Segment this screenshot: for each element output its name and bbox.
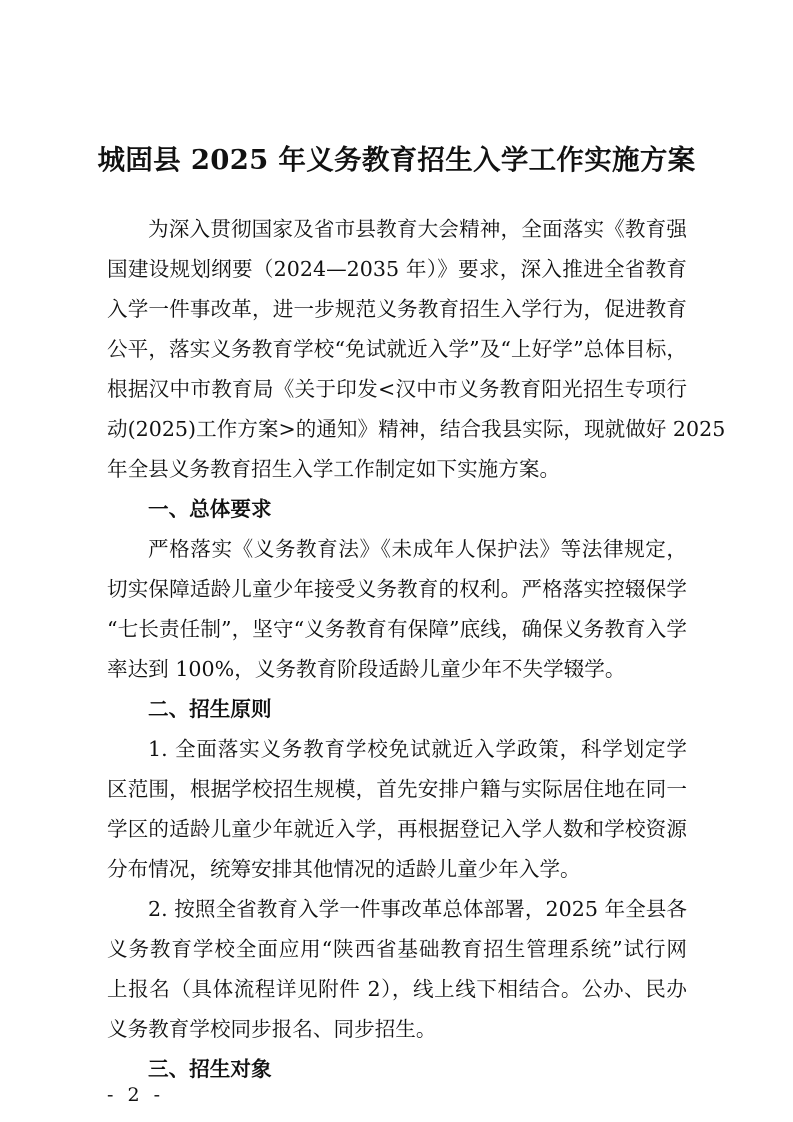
section2-item1-line-4: 分布情况，统筹安排其他情况的适龄儿童少年入学。 — [107, 857, 581, 881]
section1-line-3: “七长责任制”，坚守“义务教育有保障”底线，确保义务教育入学 — [107, 617, 687, 641]
section2-item2-line-2: 义务教育学校全面应用“陕西省基础教育招生管理系统”试行网 — [107, 937, 687, 961]
section3-heading: 三、招生对象 — [148, 1057, 272, 1081]
intro-line-5: 根据汉中市教育局《关于印发<汉中市义务教育阳光招生专项行 — [107, 377, 687, 401]
section1-line-4: 率达到 100%，义务教育阶段适龄儿童少年不失学辍学。 — [107, 657, 626, 681]
intro-line-2: 国建设规划纲要（2024—2035 年）》要求，深入推进全省教育 — [107, 257, 687, 281]
intro-line-4: 公平，落实义务教育学校“免试就近入学”及“上好学”总体目标， — [107, 337, 687, 361]
section2-item1-line-2: 区范围，根据学校招生规模，首先安排户籍与实际居住地在同一 — [107, 777, 687, 801]
section2-heading: 二、招生原则 — [148, 697, 272, 721]
intro-line-3: 入学一件事改革，进一步规范义务教育招生入学行为，促进教育 — [107, 297, 687, 321]
section1-heading: 一、总体要求 — [148, 497, 272, 521]
section1-line-1: 严格落实《义务教育法》《未成年人保护法》等法律规定， — [148, 537, 687, 561]
document-title: 城固县 2025 年义务教育招生入学工作实施方案 — [97, 144, 696, 176]
section2-item2-line-3: 上报名（具体流程详见附件 2），线上线下相结合。公办、民办 — [107, 977, 687, 1001]
section1-line-2: 切实保障适龄儿童少年接受义务教育的权利。严格落实控辍保学 — [107, 577, 687, 601]
section2-item1-line-1: 1. 全面落实义务教育学校免试就近入学政策，科学划定学 — [148, 737, 687, 761]
section2-item2-line-1: 2. 按照全省教育入学一件事改革总体部署，2025 年全县各 — [148, 897, 687, 921]
section2-item2-line-4: 义务教育学校同步报名、同步招生。 — [107, 1017, 437, 1041]
intro-line-7: 年全县义务教育招生入学工作制定如下实施方案。 — [107, 457, 561, 481]
intro-line-1: 为深入贯彻国家及省市县教育大会精神，全面落实《教育强 — [148, 217, 687, 241]
section2-item1-line-3: 学区的适龄儿童少年就近入学，再根据登记入学人数和学校资源 — [107, 817, 687, 841]
page-number: - 2 - — [107, 1084, 165, 1106]
intro-line-6: 动(2025)工作方案>的通知》精神，结合我县实际，现就做好 2025 — [107, 417, 726, 441]
